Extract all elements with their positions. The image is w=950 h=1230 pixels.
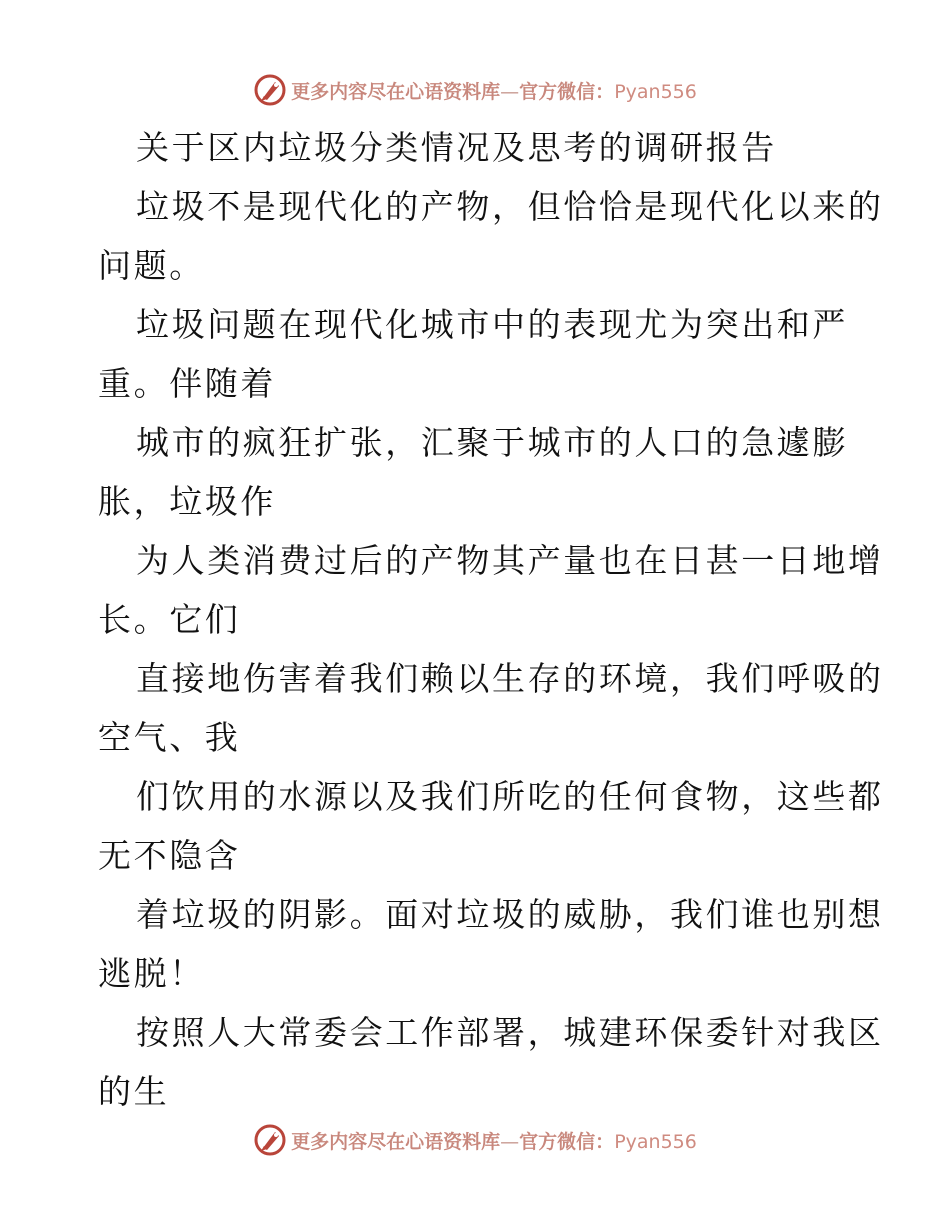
text-line: 为人类消费过后的产物其产量也在日甚一日地增	[136, 541, 884, 580]
text-line: 长。它们	[98, 600, 241, 639]
text-line: 胀，垃圾作	[98, 482, 276, 521]
header-watermark	[0, 70, 950, 110]
text-line: 重。伴随着	[98, 364, 276, 403]
watermark-wechat-label: 官方微信：	[519, 1130, 615, 1153]
text-line: 城市的疯狂扩张，汇聚于城市的人口的急遽膨	[136, 423, 848, 462]
watermark-wechat-id: Pyan556	[614, 1130, 697, 1153]
text-line: 垃圾问题在现代化城市中的表现尤为突出和严	[136, 305, 848, 344]
text-line: 直接地伤害着我们赖以生存的环境，我们呼吸的	[136, 659, 884, 698]
text-line: 的生	[98, 1072, 170, 1111]
watermark-wechat-label: 官方微信：	[519, 80, 615, 103]
pen-nib-icon	[253, 73, 287, 107]
watermark-separator: —	[500, 1130, 520, 1153]
pen-nib-icon	[253, 1123, 287, 1157]
footer-watermark	[0, 1120, 950, 1160]
watermark-text	[291, 1127, 697, 1154]
text-line: 无不隐含	[98, 836, 241, 875]
watermark-main: 更多内容尽在心语资料库	[291, 80, 501, 103]
text-line: 逃脱！	[98, 954, 205, 993]
text-line: 垃圾不是现代化的产物，但恰恰是现代化以来的	[136, 187, 884, 226]
text-line: 着垃圾的阴影。面对垃圾的威胁，我们谁也别想	[136, 895, 884, 934]
text-line: 们饮用的水源以及我们所吃的任何食物，这些都	[136, 777, 884, 816]
text-line: 按照人大常委会工作部署，城建环保委针对我区	[136, 1013, 884, 1052]
text-line: 问题。	[98, 246, 205, 285]
watermark-main: 更多内容尽在心语资料库	[291, 1130, 501, 1153]
document-body	[98, 118, 884, 1121]
watermark-text	[291, 77, 697, 104]
watermark-separator: —	[500, 80, 520, 103]
watermark-wechat-id: Pyan556	[614, 80, 697, 103]
text-line: 空气、我	[98, 718, 241, 757]
document-title: 关于区内垃圾分类情况及思考的调研报告	[136, 128, 777, 167]
